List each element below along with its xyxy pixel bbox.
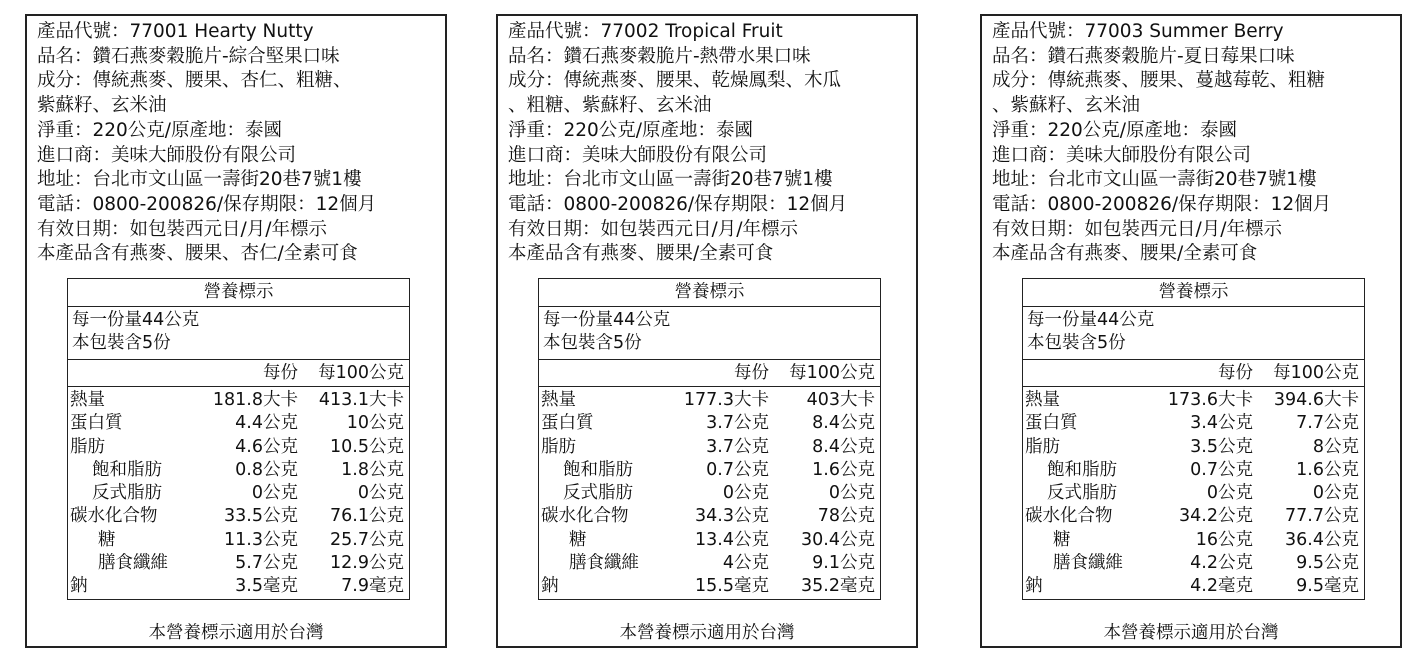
label-text-line: 電話：0800-200826/保存期限：12個月 [37, 193, 377, 215]
nutrient-per-100g: 30.4公克 [801, 529, 875, 550]
column-header-blank [68, 360, 188, 386]
nutrient-per-100g: 10.5公克 [330, 436, 404, 457]
column-header-per-100g: 每100公克 [318, 363, 404, 383]
label-text-line: 地址：台北市文山區一壽街20巷7號1樓 [992, 169, 1317, 191]
nutrient-per-serving: 4.6公克 [235, 436, 298, 457]
nutrient-name: 膳食纖維 [98, 553, 168, 574]
column-header-blank [1023, 360, 1143, 386]
nutrient-per-serving: 0公克 [251, 483, 298, 504]
nutrient-name: 脂肪 [1025, 436, 1060, 457]
nutrient-per-100g: 9.5毫克 [1296, 576, 1359, 597]
nutrient-per-serving: 34.3公克 [695, 506, 769, 527]
nutrient-per-serving: 0公克 [1206, 483, 1253, 504]
nutrient-per-serving: 15.5毫克 [695, 576, 769, 597]
nutrient-per-serving: 4.4公克 [235, 413, 298, 434]
serving-info [1023, 307, 1364, 360]
product-label [25, 14, 447, 648]
nutrition-row [68, 459, 409, 482]
nutrient-per-100g: 1.8公克 [341, 459, 404, 480]
nutrient-per-100g: 8.4公克 [812, 436, 875, 457]
column-header-blank [539, 360, 659, 386]
nutrition-row [68, 482, 409, 505]
nutrition-footer-note: 本營養標示適用於台灣 [148, 623, 324, 643]
nutrient-per-serving: 4.2毫克 [1190, 576, 1253, 597]
label-text-line: 品名：鑽石燕麥穀脆片-綜合堅果口味 [37, 45, 340, 67]
column-header-per-serving: 每份 [263, 363, 298, 383]
label-text-line: 成分：傳統燕麥、腰果、乾燥鳳梨、木瓜 [508, 70, 842, 92]
serving-info [68, 307, 409, 360]
serving-info [539, 307, 880, 360]
nutrient-per-100g: 9.1公克 [812, 553, 875, 574]
nutrient-name: 反式脂肪 [1047, 483, 1117, 504]
nutrient-per-serving: 0.8公克 [235, 459, 298, 480]
nutrition-row [539, 575, 880, 599]
nutrient-name: 糖 [98, 529, 116, 550]
nutrient-name: 鈉 [70, 576, 88, 597]
servings-per-package: 本包裝含5份 [1027, 333, 1126, 353]
label-text-line: 進口商：美味大師股份有限公司 [992, 144, 1252, 166]
nutrient-per-serving: 173.6大卡 [1167, 390, 1253, 410]
nutrition-row [1023, 389, 1364, 412]
nutrient-name: 反式脂肪 [563, 483, 633, 504]
nutrition-row [1023, 436, 1364, 459]
nutrient-per-serving: 11.3公克 [224, 529, 298, 550]
label-text-line: 、紫蘇籽、玄米油 [992, 95, 1141, 117]
nutrient-per-serving: 3.7公克 [706, 413, 769, 434]
nutrient-per-100g: 8公克 [1312, 436, 1359, 457]
label-text-line: 產品代號：77001 Hearty Nutty [37, 21, 314, 42]
serving-size: 每一份量44公克 [1027, 310, 1155, 330]
nutrient-per-100g: 403大卡 [806, 390, 875, 410]
label-text-line: 紫蘇籽、玄米油 [37, 95, 167, 117]
servings-per-package: 本包裝含5份 [72, 333, 171, 353]
label-text-line: 淨重：220公克/原產地：泰國 [37, 119, 283, 141]
nutrition-facts-table [538, 278, 881, 600]
label-text-line: 地址：台北市文山區一壽街20巷7號1樓 [508, 169, 833, 191]
nutrient-per-serving: 0公克 [722, 483, 769, 504]
nutrition-row [1023, 529, 1364, 552]
nutrient-per-serving: 5.7公克 [235, 553, 298, 574]
label-text-line: 本產品含有燕麥、腰果、杏仁/全素可食 [37, 243, 358, 265]
serving-size: 每一份量44公克 [72, 310, 200, 330]
nutrition-row [539, 436, 880, 459]
label-text-line: 產品代號：77003 Summer Berry [992, 21, 1284, 42]
nutrition-facts-table [67, 278, 410, 600]
label-text-line: 有效日期：如包裝西元日/月/年標示 [508, 218, 798, 240]
nutrition-row [539, 412, 880, 435]
nutrient-per-serving: 0.7公克 [1190, 459, 1253, 480]
label-text-line: 淨重：220公克/原產地：泰國 [508, 119, 754, 141]
label-text-line: 有效日期：如包裝西元日/月/年標示 [992, 218, 1282, 240]
label-text-line: 電話：0800-200826/保存期限：12個月 [992, 193, 1332, 215]
nutrient-per-100g: 36.4公克 [1285, 529, 1359, 550]
nutrient-per-serving: 16公克 [1195, 529, 1253, 550]
nutrient-per-serving: 33.5公克 [224, 506, 298, 527]
label-text-line: 地址：台北市文山區一壽街20巷7號1樓 [37, 169, 362, 191]
nutrition-column-headers [1023, 360, 1364, 387]
column-header-per-serving: 每份 [734, 363, 769, 383]
nutrient-per-serving: 4.2公克 [1190, 553, 1253, 574]
nutrient-per-100g: 413.1大卡 [318, 390, 404, 410]
nutrition-row [1023, 505, 1364, 528]
nutrient-name: 脂肪 [541, 436, 576, 457]
nutrient-name: 飽和脂肪 [1047, 459, 1117, 480]
label-text-line: 、粗糖、紫蘇籽、玄米油 [508, 95, 712, 117]
nutrient-per-100g: 35.2毫克 [801, 576, 875, 597]
nutrition-row [539, 459, 880, 482]
nutrition-row [539, 552, 880, 575]
nutrition-row [539, 505, 880, 528]
column-header-per-serving: 每份 [1218, 363, 1253, 383]
nutrition-row [539, 529, 880, 552]
nutrient-name: 蛋白質 [70, 413, 123, 434]
nutrient-per-serving: 13.4公克 [695, 529, 769, 550]
nutrient-name: 鈉 [1025, 576, 1043, 597]
nutrient-per-100g: 0公克 [1312, 483, 1359, 504]
nutrition-row [68, 436, 409, 459]
nutrient-per-serving: 3.4公克 [1190, 413, 1253, 434]
nutrient-per-serving: 34.2公克 [1179, 506, 1253, 527]
nutrient-per-100g: 7.7公克 [1296, 413, 1359, 434]
nutrition-footer-note: 本營養標示適用於台灣 [619, 623, 795, 643]
label-text-line: 產品代號：77002 Tropical Fruit [508, 21, 783, 42]
nutrition-row [1023, 575, 1364, 599]
nutrient-name: 飽和脂肪 [563, 459, 633, 480]
label-text-line: 品名：鑽石燕麥穀脆片-熱帶水果口味 [508, 45, 811, 67]
nutrient-name: 碳水化合物 [541, 506, 629, 527]
nutrition-row [68, 529, 409, 552]
nutrient-name: 糖 [569, 529, 587, 550]
nutrition-title: 營養標示 [539, 279, 880, 307]
nutrition-row [539, 389, 880, 412]
label-text-line: 成分：傳統燕麥、腰果、蔓越莓乾、粗糖 [992, 70, 1326, 92]
label-text-line: 成分：傳統燕麥、腰果、杏仁、粗糖、 [37, 70, 352, 92]
nutrient-name: 碳水化合物 [70, 506, 158, 527]
nutrient-per-serving: 3.5公克 [1190, 436, 1253, 457]
nutrient-per-serving: 0.7公克 [706, 459, 769, 480]
nutrient-per-serving: 181.8大卡 [212, 390, 298, 410]
column-header-per-100g: 每100公克 [789, 363, 875, 383]
nutrient-per-100g: 10公克 [346, 413, 404, 434]
nutrient-per-100g: 8.4公克 [812, 413, 875, 434]
nutrient-name: 糖 [1053, 529, 1071, 550]
nutrient-per-100g: 7.9毫克 [341, 576, 404, 597]
nutrient-name: 反式脂肪 [92, 483, 162, 504]
nutrient-per-100g: 1.6公克 [812, 459, 875, 480]
nutrient-per-100g: 394.6大卡 [1273, 390, 1359, 410]
nutrient-per-100g: 1.6公克 [1296, 459, 1359, 480]
nutrition-footer-note: 本營養標示適用於台灣 [1103, 623, 1279, 643]
servings-per-package: 本包裝含5份 [543, 333, 642, 353]
nutrition-row [68, 552, 409, 575]
nutrition-column-headers [539, 360, 880, 387]
nutrient-name: 熱量 [70, 390, 105, 410]
nutrition-facts-table [1022, 278, 1365, 600]
nutrient-per-100g: 76.1公克 [330, 506, 404, 527]
nutrient-per-serving: 4公克 [722, 553, 769, 574]
product-label [980, 14, 1402, 648]
nutrient-per-100g: 78公克 [817, 506, 875, 527]
nutrient-name: 飽和脂肪 [92, 459, 162, 480]
nutrient-per-serving: 177.3大卡 [683, 390, 769, 410]
nutrient-per-100g: 77.7公克 [1285, 506, 1359, 527]
nutrient-name: 鈉 [541, 576, 559, 597]
nutrient-name: 熱量 [541, 390, 576, 410]
label-text-line: 進口商：美味大師股份有限公司 [37, 144, 297, 166]
nutrition-column-headers [68, 360, 409, 387]
nutrient-name: 膳食纖維 [1053, 553, 1123, 574]
nutrient-name: 膳食纖維 [569, 553, 639, 574]
nutrition-row [1023, 482, 1364, 505]
nutrition-row [539, 482, 880, 505]
nutrition-row [68, 389, 409, 412]
nutrition-row [68, 412, 409, 435]
serving-size: 每一份量44公克 [543, 310, 671, 330]
nutrient-per-100g: 0公克 [357, 483, 404, 504]
nutrition-row [1023, 552, 1364, 575]
nutrient-name: 碳水化合物 [1025, 506, 1113, 527]
nutrition-row [1023, 412, 1364, 435]
label-text-line: 有效日期：如包裝西元日/月/年標示 [37, 218, 327, 240]
nutrition-row [68, 505, 409, 528]
nutrition-row [1023, 459, 1364, 482]
column-header-per-100g: 每100公克 [1273, 363, 1359, 383]
nutrient-name: 蛋白質 [1025, 413, 1078, 434]
label-text-line: 淨重：220公克/原產地：泰國 [992, 119, 1238, 141]
nutrient-per-100g: 12.9公克 [330, 553, 404, 574]
nutrient-per-100g: 0公克 [828, 483, 875, 504]
label-text-line: 本產品含有燕麥、腰果/全素可食 [508, 243, 774, 265]
nutrient-per-100g: 9.5公克 [1296, 553, 1359, 574]
nutrient-per-100g: 25.7公克 [330, 529, 404, 550]
nutrition-title: 營養標示 [1023, 279, 1364, 307]
nutrition-title: 營養標示 [68, 279, 409, 307]
nutrient-name: 蛋白質 [541, 413, 594, 434]
nutrient-name: 脂肪 [70, 436, 105, 457]
nutrient-per-serving: 3.7公克 [706, 436, 769, 457]
nutrient-per-serving: 3.5毫克 [235, 576, 298, 597]
nutrition-row [68, 575, 409, 599]
product-label [496, 14, 918, 648]
label-text-line: 本產品含有燕麥、腰果/全素可食 [992, 243, 1258, 265]
nutrient-name: 熱量 [1025, 390, 1060, 410]
label-text-line: 品名：鑽石燕麥穀脆片-夏日莓果口味 [992, 45, 1295, 67]
label-text-line: 進口商：美味大師股份有限公司 [508, 144, 768, 166]
label-text-line: 電話：0800-200826/保存期限：12個月 [508, 193, 848, 215]
